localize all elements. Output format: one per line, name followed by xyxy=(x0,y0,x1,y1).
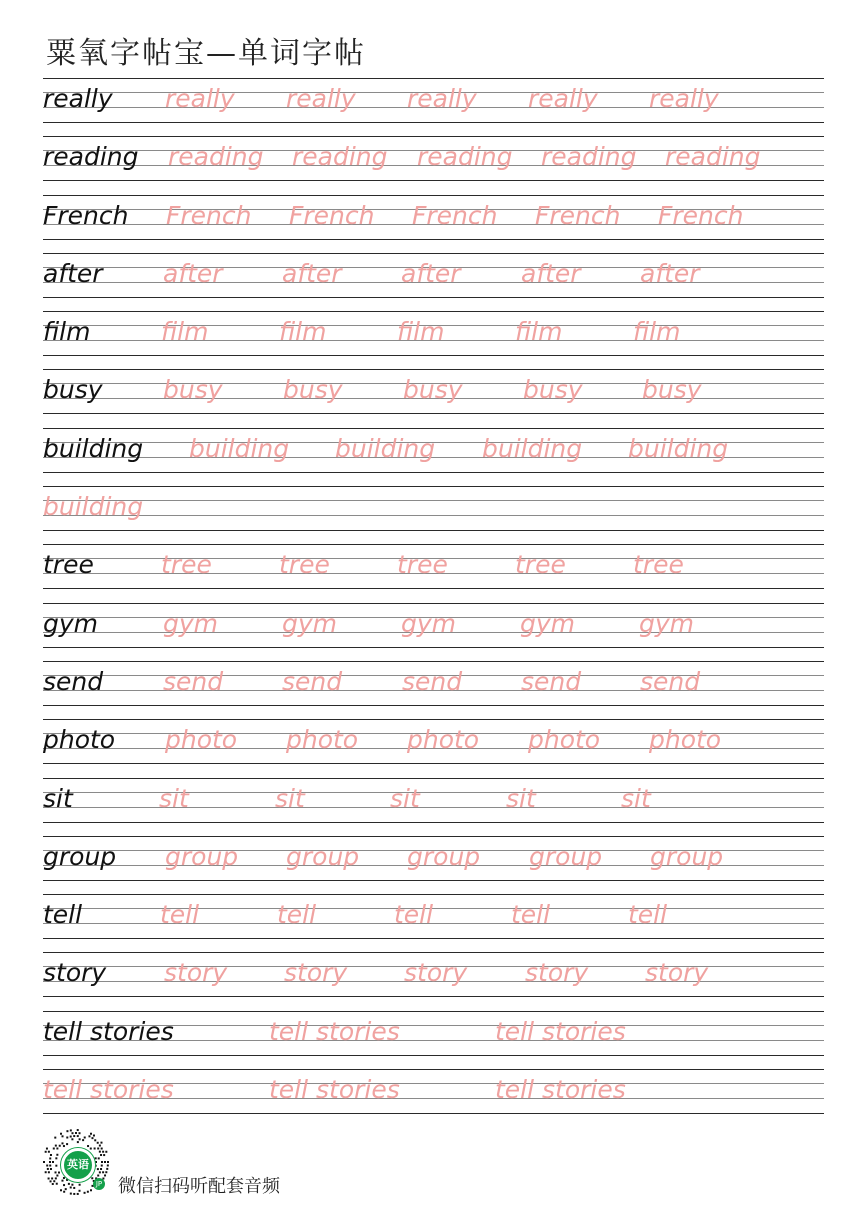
guide-line xyxy=(43,239,824,240)
guide-line xyxy=(43,122,824,123)
trace-word: busy xyxy=(523,375,583,405)
writing-row xyxy=(43,952,824,1010)
trace-word: film xyxy=(161,317,209,347)
writing-row xyxy=(43,603,824,661)
trace-word: tell stories xyxy=(269,1016,400,1046)
guide-line xyxy=(43,822,824,823)
trace-word: French xyxy=(412,200,498,230)
trace-word: sit xyxy=(621,783,651,813)
guide-line xyxy=(43,544,824,545)
trace-word: photo xyxy=(649,725,722,755)
model-word: reading xyxy=(43,142,139,172)
guide-line xyxy=(43,1113,824,1114)
model-word: building xyxy=(43,433,144,463)
writing-row xyxy=(43,311,824,369)
trace-word: film xyxy=(633,317,681,347)
trace-word: tell stories xyxy=(495,1075,626,1105)
trace-word: tell xyxy=(628,900,668,930)
model-word: busy xyxy=(43,375,103,405)
trace-word: reading xyxy=(417,142,513,172)
guide-line xyxy=(43,486,824,487)
model-word: send xyxy=(43,666,104,696)
writing-row xyxy=(43,778,824,836)
trace-word: gym xyxy=(639,608,695,638)
guide-line xyxy=(43,894,824,895)
trace-word: send xyxy=(640,666,701,696)
trace-word: busy xyxy=(403,375,463,405)
model-word: really xyxy=(43,84,113,113)
qr-logo-badge: 英语 xyxy=(61,1148,95,1182)
writing-row xyxy=(43,661,824,719)
guide-line xyxy=(43,836,824,837)
trace-word: sit xyxy=(275,783,305,813)
guide-line xyxy=(43,778,824,779)
trace-word: send xyxy=(163,666,224,696)
guide-line xyxy=(43,1055,824,1056)
scan-instruction: 微信扫码听配套音频 xyxy=(118,1176,280,1197)
model-word: tell xyxy=(43,900,83,930)
trace-word: sit xyxy=(506,783,536,813)
guide-line xyxy=(43,705,824,706)
page-title: 粟氧字帖宝—单词字帖 xyxy=(46,36,366,71)
trace-word: send xyxy=(521,666,582,696)
guide-line xyxy=(43,369,824,370)
trace-word: French xyxy=(658,200,744,230)
guide-line xyxy=(43,413,824,414)
trace-word: tree xyxy=(279,550,330,580)
trace-word: tree xyxy=(161,550,212,580)
writing-row xyxy=(43,136,824,194)
guide-line xyxy=(43,938,824,939)
trace-word: group xyxy=(650,841,724,871)
trace-word: after xyxy=(163,258,223,288)
guide-line xyxy=(43,530,824,531)
trace-word: busy xyxy=(283,375,343,405)
guide-line xyxy=(43,763,824,764)
writing-row xyxy=(43,369,824,427)
trace-word: group xyxy=(165,841,239,871)
trace-word: tell stories xyxy=(43,1075,174,1105)
guide-line xyxy=(43,297,824,298)
trace-word: busy xyxy=(642,375,702,405)
trace-word: after xyxy=(521,258,581,288)
trace-word: tree xyxy=(633,550,684,580)
trace-word: photo xyxy=(407,725,480,755)
trace-word: tree xyxy=(515,550,566,580)
trace-word: building xyxy=(628,433,729,463)
writing-row xyxy=(43,544,824,602)
writing-row xyxy=(43,486,824,544)
trace-word: after xyxy=(282,258,342,288)
guide-line xyxy=(43,996,824,997)
guide-line xyxy=(43,1011,824,1012)
model-word: tree xyxy=(43,550,94,580)
trace-word: send xyxy=(402,666,463,696)
trace-word: French xyxy=(535,200,621,230)
trace-word: photo xyxy=(286,725,359,755)
trace-word: film xyxy=(515,317,563,347)
guide-line xyxy=(43,661,824,662)
trace-word: reading xyxy=(168,142,264,172)
writing-row xyxy=(43,78,824,136)
trace-word: story xyxy=(284,958,348,988)
writing-row xyxy=(43,894,824,952)
trace-word: story xyxy=(645,958,709,988)
trace-word: building xyxy=(335,433,436,463)
guide-line xyxy=(43,719,824,720)
trace-word: reading xyxy=(541,142,637,172)
trace-word: tell xyxy=(277,900,317,930)
trace-word: group xyxy=(529,841,603,871)
trace-word: group xyxy=(407,841,481,871)
writing-row xyxy=(43,195,824,253)
trace-word: really xyxy=(528,84,598,113)
trace-word: tell xyxy=(160,900,200,930)
guide-line xyxy=(43,603,824,604)
guide-line xyxy=(43,472,824,473)
writing-row xyxy=(43,1069,824,1127)
guide-line xyxy=(43,500,824,501)
trace-word: film xyxy=(279,317,327,347)
trace-word: photo xyxy=(528,725,601,755)
trace-word: busy xyxy=(163,375,223,405)
writing-row xyxy=(43,1011,824,1069)
guide-line xyxy=(43,515,824,516)
trace-word: story xyxy=(164,958,228,988)
model-word: French xyxy=(43,200,129,230)
writing-row xyxy=(43,253,824,311)
guide-line xyxy=(43,647,824,648)
trace-word: gym xyxy=(401,608,457,638)
trace-word: tell stories xyxy=(269,1075,400,1105)
guide-line xyxy=(43,136,824,137)
model-word: after xyxy=(43,258,103,288)
guide-line xyxy=(43,78,824,79)
trace-word: really xyxy=(649,84,719,113)
trace-word: tell xyxy=(511,900,551,930)
trace-word: really xyxy=(165,84,235,113)
guide-line xyxy=(43,180,824,181)
copybook-sheet xyxy=(43,78,824,1127)
trace-word: story xyxy=(525,958,589,988)
writing-row xyxy=(43,719,824,777)
guide-line xyxy=(43,195,824,196)
guide-line xyxy=(43,428,824,429)
model-word: group xyxy=(43,841,117,871)
trace-word: send xyxy=(282,666,343,696)
trace-word: tell stories xyxy=(495,1016,626,1046)
model-word: tell stories xyxy=(43,1016,174,1046)
trace-word: photo xyxy=(165,725,238,755)
guide-line xyxy=(43,880,824,881)
model-word: photo xyxy=(43,725,116,755)
trace-word: reading xyxy=(665,142,761,172)
trace-word: gym xyxy=(520,608,576,638)
trace-word: building xyxy=(43,492,144,522)
guide-line xyxy=(43,253,824,254)
guide-line xyxy=(43,952,824,953)
model-word: film xyxy=(43,317,91,347)
model-word: sit xyxy=(43,783,73,813)
guide-line xyxy=(43,1069,824,1070)
trace-word: story xyxy=(404,958,468,988)
trace-word: after xyxy=(640,258,700,288)
model-word: gym xyxy=(43,608,99,638)
trace-word: building xyxy=(189,433,290,463)
guide-line xyxy=(43,311,824,312)
trace-word: French xyxy=(289,200,375,230)
trace-word: gym xyxy=(163,608,219,638)
trace-word: really xyxy=(286,84,356,113)
trace-word: really xyxy=(407,84,477,113)
trace-word: reading xyxy=(292,142,388,172)
qr-logo-dot: JP xyxy=(93,1178,105,1190)
trace-word: group xyxy=(286,841,360,871)
trace-word: building xyxy=(482,433,583,463)
guide-line xyxy=(43,588,824,589)
trace-word: gym xyxy=(282,608,338,638)
trace-word: sit xyxy=(390,783,420,813)
trace-word: French xyxy=(166,200,252,230)
trace-word: sit xyxy=(159,783,189,813)
guide-line xyxy=(43,355,824,356)
trace-word: after xyxy=(401,258,461,288)
model-word: story xyxy=(43,958,107,988)
writing-row xyxy=(43,836,824,894)
writing-row xyxy=(43,428,824,486)
trace-word: tell xyxy=(394,900,434,930)
trace-word: film xyxy=(397,317,445,347)
trace-word: tree xyxy=(397,550,448,580)
